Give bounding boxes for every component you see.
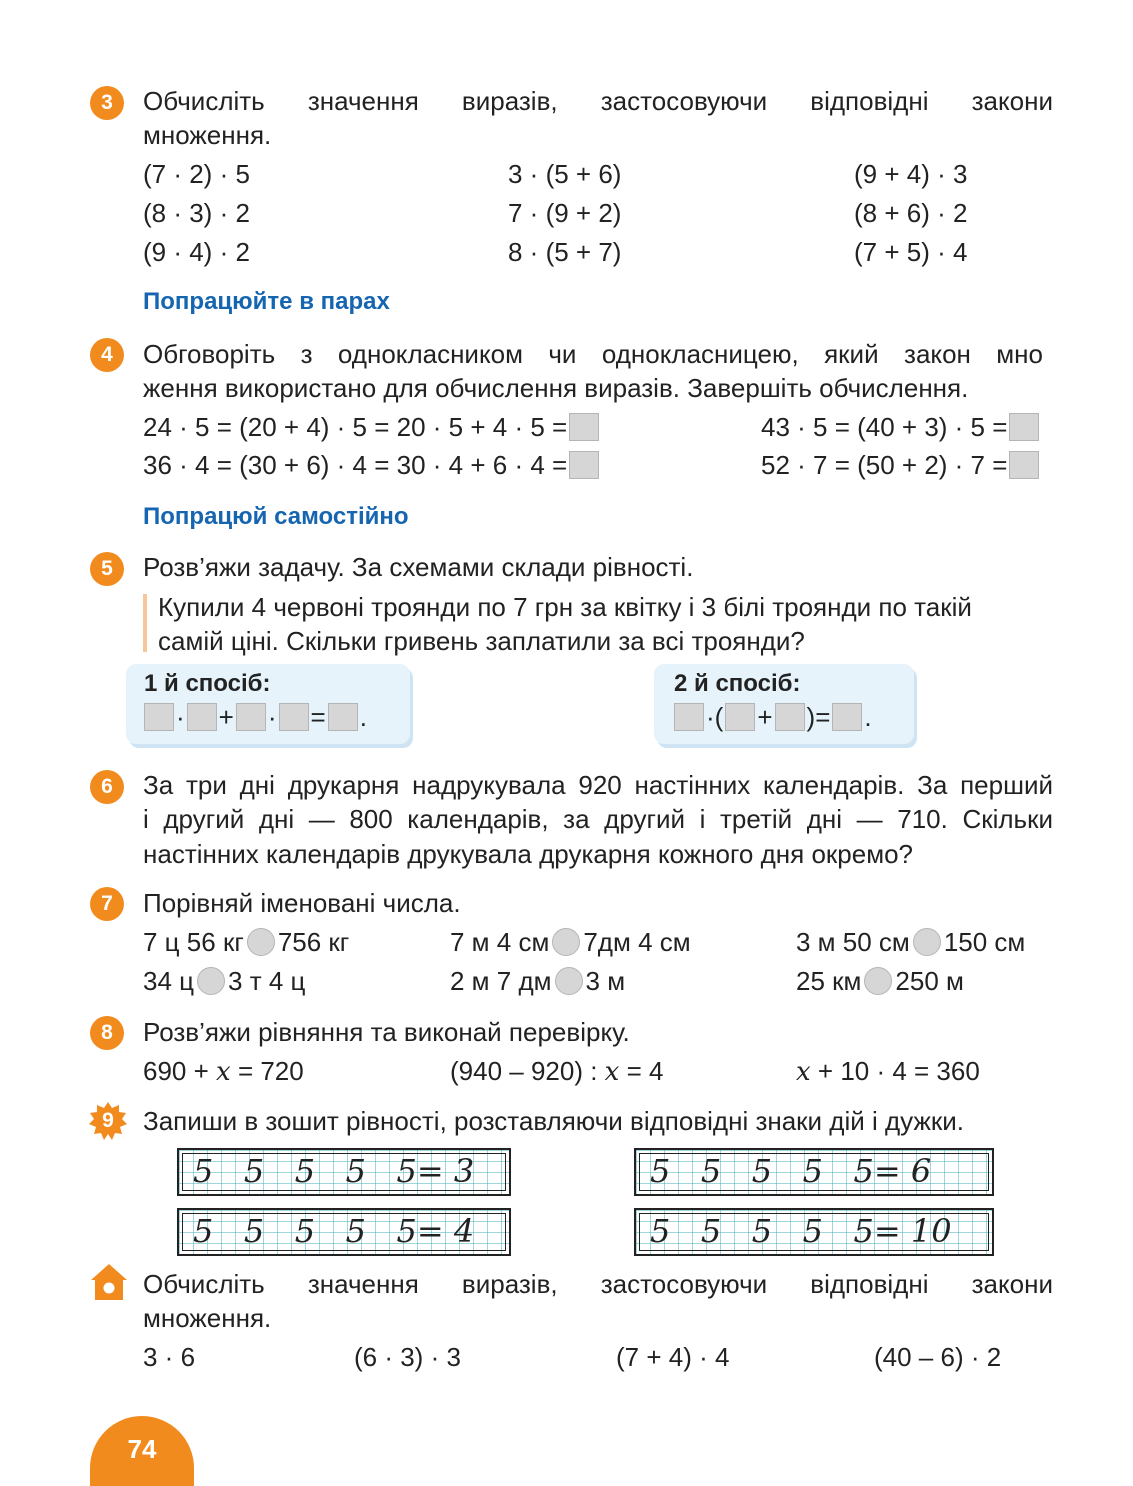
task-3-expr: (9 + 4) · 3 — [854, 159, 968, 189]
task-4-eq-text: 36 · 4 = (30 + 6) · 4 = 30 · 4 + 6 · 4 = — [143, 450, 568, 480]
section-title-pairs: Попрацюйте в парах — [143, 288, 390, 315]
compare-right: 3 м — [585, 966, 626, 996]
task-8-equation — [796, 1054, 980, 1089]
strip-text: 5 5 5 5 5= 6 — [650, 1152, 932, 1190]
plus-sign: + — [218, 702, 234, 732]
compare-right: 250 м — [895, 966, 964, 996]
period: . — [864, 702, 872, 732]
task-6-line3: настінних календарів друкувала друкарня кожного дня окремо? — [143, 839, 913, 869]
answer-box[interactable] — [1009, 413, 1039, 441]
open-paren: ( — [714, 702, 724, 732]
task-4-badge: 4 — [90, 338, 124, 372]
compare-right: 7дм 4 см — [583, 927, 691, 957]
strip-text: 5 5 5 5 5= 4 — [193, 1212, 475, 1250]
task-4-text-line1: Обговоріть з однокласником чи однокласницею, який закон мно — [143, 339, 1043, 369]
compare-circle[interactable] — [913, 928, 941, 956]
task-8-badge: 8 — [90, 1016, 124, 1050]
answer-box[interactable] — [144, 703, 174, 731]
answer-box[interactable] — [569, 451, 599, 479]
eq-left: 690 + — [143, 1056, 209, 1086]
compare-circle[interactable] — [247, 928, 275, 956]
task-8-equation — [143, 1054, 304, 1089]
dot-sign: · — [706, 702, 715, 732]
eq-left: (940 – 920) : — [450, 1056, 598, 1086]
way-2-title: 2 й спосіб: — [674, 670, 801, 697]
task-4-eq — [143, 410, 601, 444]
task-4-eq-text: 52 · 7 = (50 + 2) · 7 = — [761, 450, 1008, 480]
task-3-expr: (7 · 2) · 5 — [143, 159, 250, 189]
home-icon — [89, 1262, 129, 1302]
compare-circle[interactable] — [197, 967, 225, 995]
task-3-expr: (8 · 3) · 2 — [143, 198, 250, 228]
quote-bar — [143, 594, 147, 652]
answer-box[interactable] — [775, 703, 805, 731]
compare-left: 34 ц — [143, 966, 195, 996]
task-3-expr: (9 · 4) · 2 — [143, 237, 250, 267]
task-4-eq — [143, 448, 601, 482]
variable-x: x — [216, 1057, 231, 1087]
task-7-compare — [143, 964, 305, 998]
strip-text: 5 5 5 5 5= 3 — [193, 1152, 475, 1190]
task-7-compare — [796, 925, 1025, 959]
task-3-expr: 7 · (9 + 2) — [508, 198, 622, 228]
close-paren: ) — [806, 702, 816, 732]
task-5-text: Розв’яжи задачу. За схемами склади рівності. — [143, 552, 694, 582]
task-3-text-line2: множення. — [143, 120, 272, 150]
task-7-badge: 7 — [90, 887, 124, 921]
task-4-text-line2: ження використано для обчислення виразів. Завершіть обчислення. — [143, 373, 969, 403]
compare-right: 3 т 4 ц — [228, 966, 306, 996]
way-1-title: 1 й спосіб: — [144, 670, 271, 697]
task-9-number: 9 — [102, 1109, 114, 1132]
homework-expr: (6 · 3) · 3 — [354, 1342, 461, 1372]
task-7-compare — [450, 964, 625, 998]
way-2-card — [654, 664, 914, 744]
task-9-text: Запиши в зошит рівності, розставляючи відповідні знаки дій і дужки. — [143, 1106, 964, 1136]
answer-box[interactable] — [236, 703, 266, 731]
way-1-scheme — [142, 702, 367, 733]
answer-box[interactable] — [832, 703, 862, 731]
page-number: 74 — [127, 1434, 157, 1464]
eq-right: = 720 — [237, 1056, 304, 1086]
compare-left: 2 м 7 дм — [450, 966, 552, 996]
homework-text-line2: множення. — [143, 1303, 272, 1333]
eq-right: = 4 — [626, 1056, 664, 1086]
task-3-expr: (7 + 5) · 4 — [854, 237, 968, 267]
answer-box[interactable] — [725, 703, 755, 731]
variable-x: x — [604, 1057, 620, 1087]
compare-right: 756 кг — [277, 927, 350, 957]
compare-circle[interactable] — [552, 928, 580, 956]
compare-left: 7 м 4 см — [450, 927, 550, 957]
answer-box[interactable] — [187, 703, 217, 731]
answer-box[interactable] — [279, 703, 309, 731]
compare-left: 7 ц 56 кг — [143, 927, 244, 957]
task-3-text-line1: Обчисліть значення виразів, застосовуючи відповідні закони — [143, 86, 1053, 116]
compare-right: 150 см — [943, 927, 1026, 957]
answer-box[interactable] — [674, 703, 704, 731]
variable-x: x — [796, 1057, 811, 1087]
task-4-eq-text: 43 · 5 = (40 + 3) · 5 = — [761, 412, 1008, 442]
answer-box[interactable] — [328, 703, 358, 731]
task-6-badge: 6 — [90, 770, 124, 804]
answer-box[interactable] — [1009, 451, 1039, 479]
homework-expr: 3 · 6 — [143, 1342, 196, 1372]
equals-sign: = — [310, 702, 326, 732]
task-7-compare — [450, 925, 691, 959]
task-3-expr: 8 · (5 + 7) — [508, 237, 622, 267]
eq-right: + 10 · 4 = 360 — [817, 1056, 980, 1086]
task-5-problem-line2: самій ціні. Скільки гривень заплатили за всі троянди? — [158, 626, 805, 656]
task-4-eq-text: 24 · 5 = (20 + 4) · 5 = 20 · 5 + 4 · 5 = — [143, 412, 568, 442]
task-5-badge: 5 — [90, 552, 124, 586]
task-6-line2: і другий дні — 800 календарів, за другий і третій дні — 710. Скільки — [143, 804, 1053, 834]
homework-expr: (7 + 4) · 4 — [616, 1342, 730, 1372]
task-6-line1: За три дні друкарня надрукувала 920 настінних календарів. За перший — [143, 770, 1053, 800]
equals-sign: = — [815, 702, 831, 732]
task-3-expr: (8 + 6) · 2 — [854, 198, 968, 228]
task-4-eq — [761, 448, 1041, 482]
homework-expr: (40 – 6) · 2 — [874, 1342, 1002, 1372]
task-7-text: Порівняй іменовані числа. — [143, 888, 461, 918]
plus-sign: + — [757, 702, 773, 732]
compare-left: 3 м 50 см — [796, 927, 910, 957]
grid-strip[interactable] — [177, 1148, 511, 1196]
section-title-self: Попрацюй самостійно — [143, 503, 409, 530]
task-3-expr: 3 · (5 + 6) — [508, 159, 622, 189]
task-7-compare — [796, 964, 964, 998]
task-3-badge: 3 — [90, 86, 124, 120]
compare-left: 25 км — [796, 966, 862, 996]
grid-strip[interactable] — [634, 1208, 994, 1256]
strip-text: 5 5 5 5 5= 10 — [650, 1212, 952, 1250]
homework-text-line1: Обчисліть значення виразів, застосовуючи відповідні закони — [143, 1269, 1053, 1299]
task-8-text: Розв’яжи рівняння та виконай перевірку. — [143, 1017, 630, 1047]
dot-sign: · — [267, 702, 277, 732]
grid-strip[interactable] — [634, 1148, 994, 1196]
answer-box[interactable] — [569, 413, 599, 441]
grid-strip[interactable] — [177, 1208, 511, 1256]
dot-sign: · — [176, 702, 185, 732]
task-4-eq — [761, 410, 1041, 444]
compare-circle[interactable] — [864, 967, 892, 995]
task-5-problem-line1: Купили 4 червоні троянди по 7 грн за квітку і 3 білі троянди по такій — [158, 592, 972, 622]
task-8-equation — [450, 1054, 663, 1089]
way-2-scheme — [672, 702, 872, 733]
compare-circle[interactable] — [555, 967, 583, 995]
way-1-card — [126, 664, 410, 744]
period: . — [359, 702, 367, 732]
task-7-compare — [143, 925, 349, 959]
